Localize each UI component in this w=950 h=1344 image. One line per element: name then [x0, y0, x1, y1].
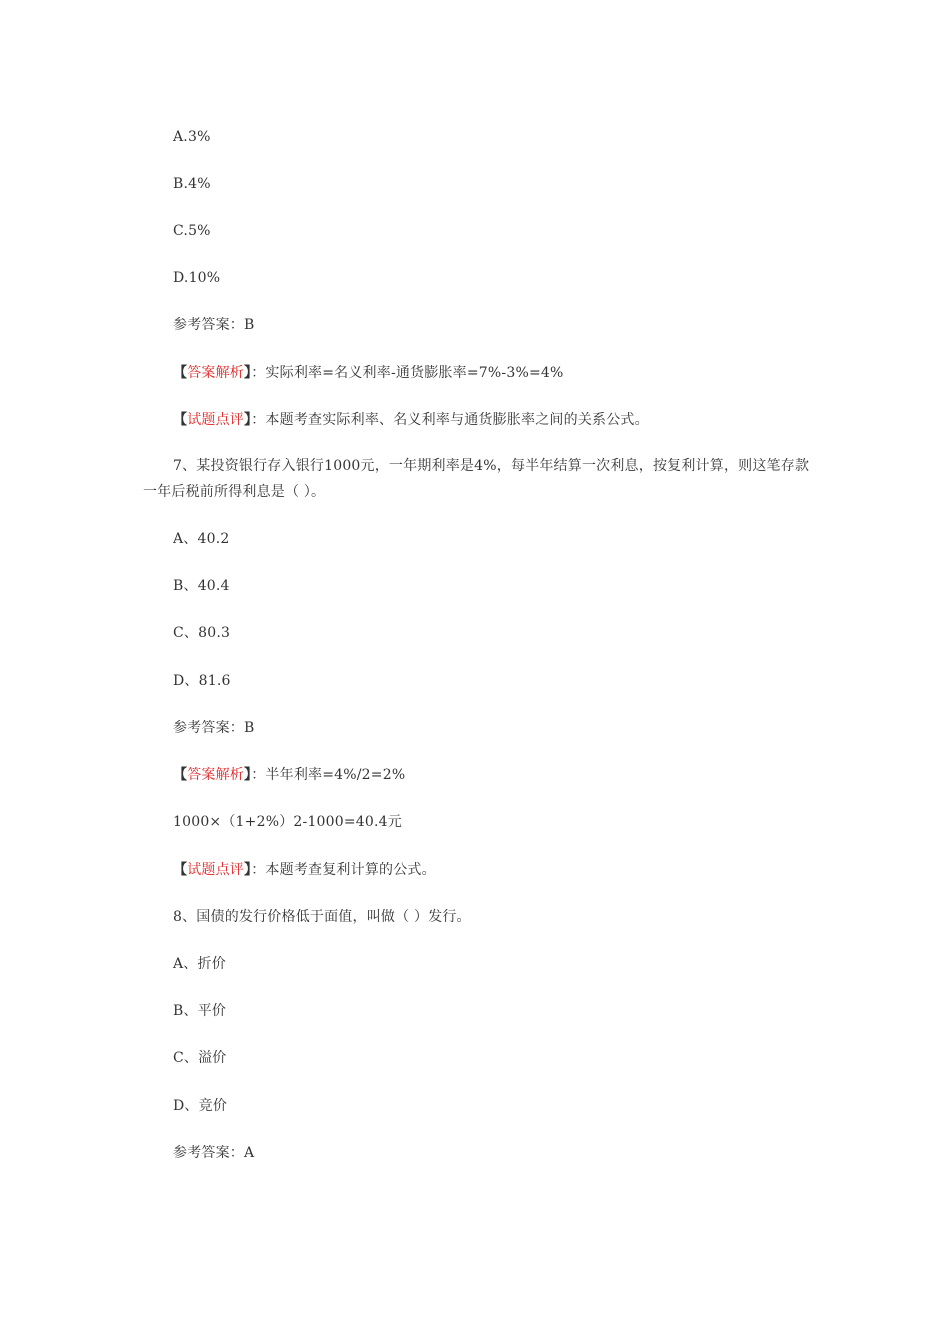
- q6-analysis: [173, 364, 564, 382]
- analysis-label: 答案解析: [187, 365, 245, 381]
- q6-option-d: D.10%: [173, 270, 221, 286]
- q7-analysis: [173, 766, 405, 784]
- q7-option-b: B、40.4: [173, 578, 230, 594]
- q6-option-a: A.3%: [173, 129, 211, 145]
- q6-option-c: C.5%: [173, 223, 211, 239]
- q8-option-a: A、折价: [173, 956, 226, 972]
- comment-text: ：本题考查实际利率、名义利率与通货膨胀率之间的关系公式。: [251, 412, 649, 428]
- bracket-open: 【: [173, 862, 188, 878]
- q6-answer: 参考答案：B: [173, 317, 255, 333]
- q7-option-d: D、81.6: [173, 673, 231, 689]
- bracket-close: 】: [244, 365, 252, 381]
- q6-option-b: B.4%: [173, 176, 211, 192]
- q8-option-c: C、溢价: [173, 1050, 227, 1066]
- q6-comment: [173, 411, 649, 429]
- q7-analysis-formula: 1000×（1+2%）2-1000=40.4元: [173, 814, 402, 830]
- analysis-label: 答案解析: [187, 767, 245, 783]
- analysis-text: ：半年利率=4%/2=2%: [251, 767, 406, 783]
- q8-question: 8、国债的发行价格低于面值，叫做（ ）发行。: [173, 909, 471, 925]
- bracket-open: 【: [173, 365, 188, 381]
- bracket-open: 【: [173, 412, 188, 428]
- bracket-close: 】: [244, 767, 252, 783]
- q7-option-a: A、40.2: [173, 531, 230, 547]
- q7-comment: [173, 861, 436, 879]
- q8-answer: 参考答案：A: [173, 1145, 255, 1161]
- q7-answer: 参考答案：B: [173, 720, 255, 736]
- q8-option-d: D、竞价: [173, 1098, 228, 1114]
- q7-option-c: C、80.3: [173, 625, 231, 641]
- comment-label: 试题点评: [187, 412, 245, 428]
- bracket-close: 】: [244, 412, 252, 428]
- bracket-close: 】: [244, 862, 252, 878]
- comment-label: 试题点评: [187, 862, 245, 878]
- q7-question: 7、某投资银行存入银行1000元，一年期利率是4%，每半年结算一次利息，按复利计算，则这笔存款一年后税前所得利息是（ ）。: [143, 458, 810, 500]
- comment-text: ：本题考查复利计算的公式。: [251, 862, 436, 878]
- q8-option-b: B、平价: [173, 1003, 227, 1019]
- analysis-text: ：实际利率=名义利率-通货膨胀率=7%-3%=4%: [251, 365, 564, 381]
- bracket-open: 【: [173, 767, 188, 783]
